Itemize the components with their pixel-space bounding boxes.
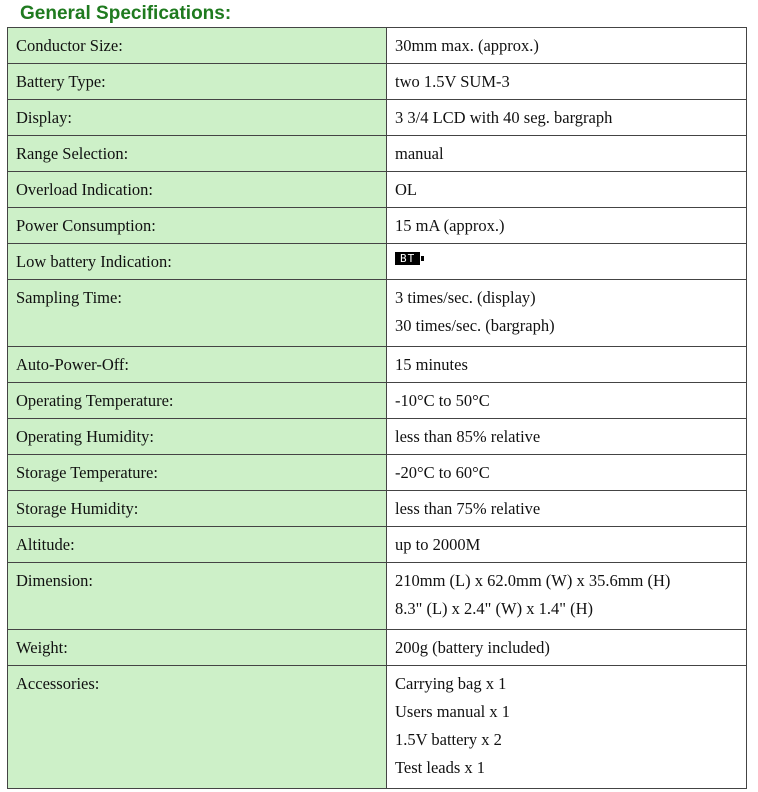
spec-label: Auto-Power-Off: <box>8 347 387 383</box>
spec-label: Power Consumption: <box>8 208 387 244</box>
spec-row-conductor-size <box>8 28 747 64</box>
spec-label: Operating Humidity: <box>8 419 387 455</box>
spec-value-line: 8.3" (L) x 2.4" (W) x 1.4" (H) <box>395 599 593 618</box>
spec-label: Storage Humidity: <box>8 491 387 527</box>
spec-value <box>387 244 747 280</box>
spec-value-line: 1.5V battery x 2 <box>395 730 502 749</box>
spec-value: -10°C to 50°C <box>387 383 747 419</box>
spec-row-display <box>8 100 747 136</box>
spec-row-sampling-time <box>8 280 747 347</box>
specifications-table-body <box>8 28 747 789</box>
spec-value: 3 3/4 LCD with 40 seg. bargraph <box>387 100 747 136</box>
spec-row-power-consumption <box>8 208 747 244</box>
spec-label: Conductor Size: <box>8 28 387 64</box>
spec-value: manual <box>387 136 747 172</box>
spec-label: Weight: <box>8 630 387 666</box>
spec-row-accessories <box>8 666 747 789</box>
specifications-table <box>7 27 747 789</box>
spec-value-line: Carrying bag x 1 <box>395 674 507 693</box>
spec-label: Altitude: <box>8 527 387 563</box>
spec-row-low-battery-indication <box>8 244 747 280</box>
spec-value-line: 210mm (L) x 62.0mm (W) x 35.6mm (H) <box>395 571 671 590</box>
spec-row-operating-humidity <box>8 419 747 455</box>
battery-low-icon: BT <box>395 252 420 265</box>
spec-row-storage-temperature <box>8 455 747 491</box>
spec-row-auto-power-off <box>8 347 747 383</box>
spec-row-overload-indication <box>8 172 747 208</box>
spec-label: Sampling Time: <box>8 280 387 347</box>
spec-row-altitude <box>8 527 747 563</box>
spec-value-line: 3 times/sec. (display) <box>395 288 536 307</box>
spec-label: Display: <box>8 100 387 136</box>
spec-value: 200g (battery included) <box>387 630 747 666</box>
spec-label: Storage Temperature: <box>8 455 387 491</box>
spec-row-battery-type <box>8 64 747 100</box>
spec-row-range-selection <box>8 136 747 172</box>
spec-value: 30mm max. (approx.) <box>387 28 747 64</box>
spec-row-weight <box>8 630 747 666</box>
spec-label: Overload Indication: <box>8 172 387 208</box>
spec-value <box>387 280 747 347</box>
spec-label: Operating Temperature: <box>8 383 387 419</box>
spec-value: OL <box>387 172 747 208</box>
spec-row-operating-temperature <box>8 383 747 419</box>
spec-value-line: Users manual x 1 <box>395 702 511 721</box>
page-title: General Specifications: <box>20 3 232 24</box>
spec-label: Low battery Indication: <box>8 244 387 280</box>
spec-value-line: Test leads x 1 <box>395 758 486 777</box>
spec-label: Accessories: <box>8 666 387 789</box>
spec-value: two 1.5V SUM-3 <box>387 64 747 100</box>
spec-value: up to 2000M <box>387 527 747 563</box>
spec-label: Dimension: <box>8 563 387 630</box>
spec-value <box>387 563 747 630</box>
spec-value: 15 mA (approx.) <box>387 208 747 244</box>
spec-row-dimension <box>8 563 747 630</box>
spec-value: -20°C to 60°C <box>387 455 747 491</box>
spec-value: less than 85% relative <box>387 419 747 455</box>
spec-value: less than 75% relative <box>387 491 747 527</box>
spec-row-storage-humidity <box>8 491 747 527</box>
spec-value <box>387 666 747 789</box>
spec-label: Range Selection: <box>8 136 387 172</box>
spec-value-line: 30 times/sec. (bargraph) <box>395 316 555 335</box>
spec-value: 15 minutes <box>387 347 747 383</box>
spec-label: Battery Type: <box>8 64 387 100</box>
